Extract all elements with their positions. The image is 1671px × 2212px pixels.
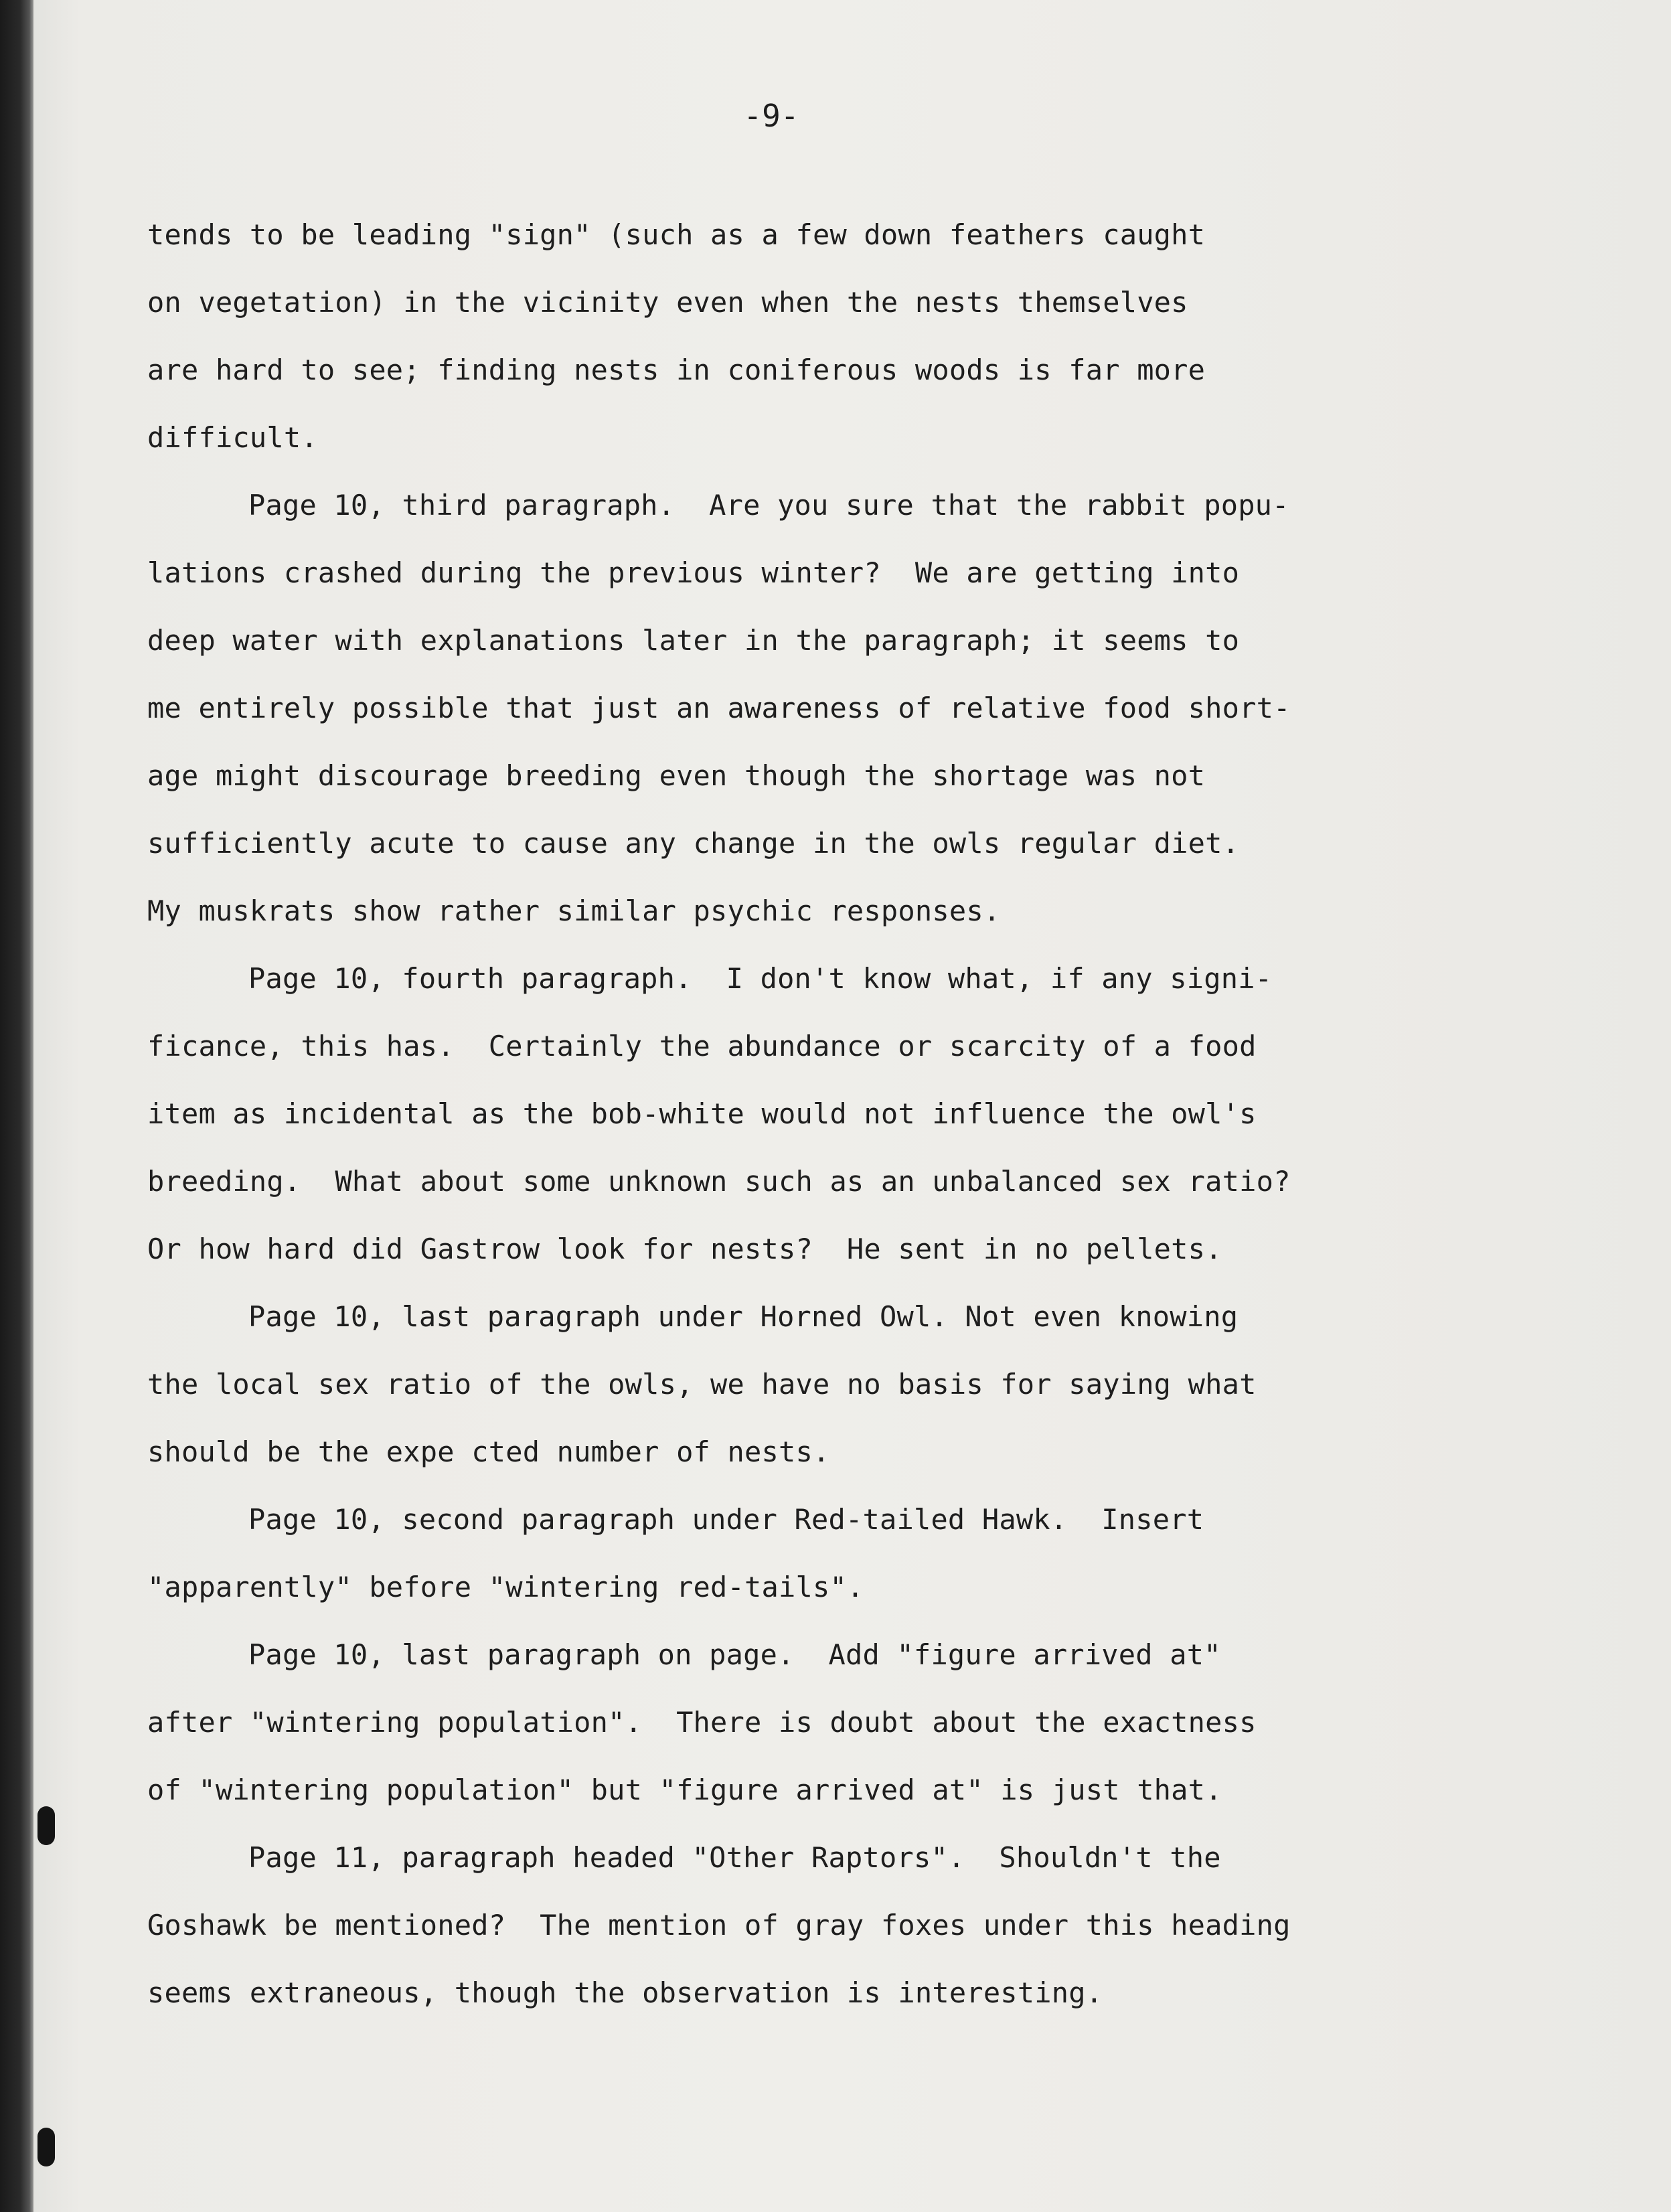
text-line: Page 10, last paragraph on page. Add "figure arrived at" — [248, 1638, 1221, 1671]
text-line: difficult. — [147, 421, 318, 454]
text-line: Or how hard did Gastrow look for nests? He sent in no pellets. — [147, 1233, 1222, 1265]
text-line: "apparently" before "wintering red-tails". — [147, 1571, 864, 1603]
text-line: should be the expe cted number of nests. — [147, 1435, 830, 1468]
text-line: the local sex ratio of the owls, we have no basis for saying what — [147, 1368, 1257, 1401]
text-line: Page 10, last paragraph under Horned Owl. Not even knowing — [248, 1300, 1239, 1333]
text-line: seems extraneous, though the observation is interesting. — [147, 1976, 1103, 2009]
text-line: Goshawk be mentioned? The mention of gray foxes under this heading — [147, 1909, 1291, 1942]
text-line: after "wintering population". There is doubt about the exactness — [147, 1706, 1257, 1739]
text-line: are hard to see; finding nests in coniferous woods is far more — [147, 353, 1206, 386]
text-line: lations crashed during the previous winter? We are getting into — [147, 556, 1240, 589]
text-line: My muskrats show rather similar psychic responses. — [147, 894, 1001, 927]
text-line: breeding. What about some unknown such as an unbalanced sex ratio? — [147, 1165, 1291, 1198]
text-line: sufficiently acute to cause any change in the owls regular diet. — [147, 827, 1240, 860]
page-number: -9- — [743, 98, 799, 134]
text-line: on vegetation) in the vicinity even when the nests themselves — [147, 286, 1188, 319]
text-line: item as incidental as the bob-white would not influence the owl's — [147, 1097, 1257, 1130]
punch-hole — [37, 1806, 55, 1845]
text-line: ficance, this has. Certainly the abundance or scarcity of a food — [147, 1030, 1257, 1062]
text-line: deep water with explanations later in the paragraph; it seems to — [147, 624, 1240, 657]
text-line: of "wintering population" but "figure arrived at" is just that. — [147, 1773, 1222, 1806]
text-line: Page 11, paragraph headed "Other Raptors". Shouldn't the — [248, 1841, 1221, 1874]
text-line: me entirely possible that just an awareness of relative food short- — [147, 692, 1291, 724]
punch-hole — [37, 2128, 55, 2166]
text-line: tends to be leading "sign" (such as a few down feathers caught — [147, 218, 1206, 251]
typewritten-body — [147, 201, 1620, 2027]
text-line: Page 10, third paragraph. Are you sure that the rabbit popu- — [248, 489, 1289, 522]
text-line: Page 10, second paragraph under Red-tailed Hawk. Insert — [248, 1503, 1204, 1536]
text-line: Page 10, fourth paragraph. I don't know what, if any signi- — [248, 962, 1273, 995]
binding-edge — [0, 0, 33, 2212]
text-line: age might discourage breeding even though the shortage was not — [147, 759, 1206, 792]
